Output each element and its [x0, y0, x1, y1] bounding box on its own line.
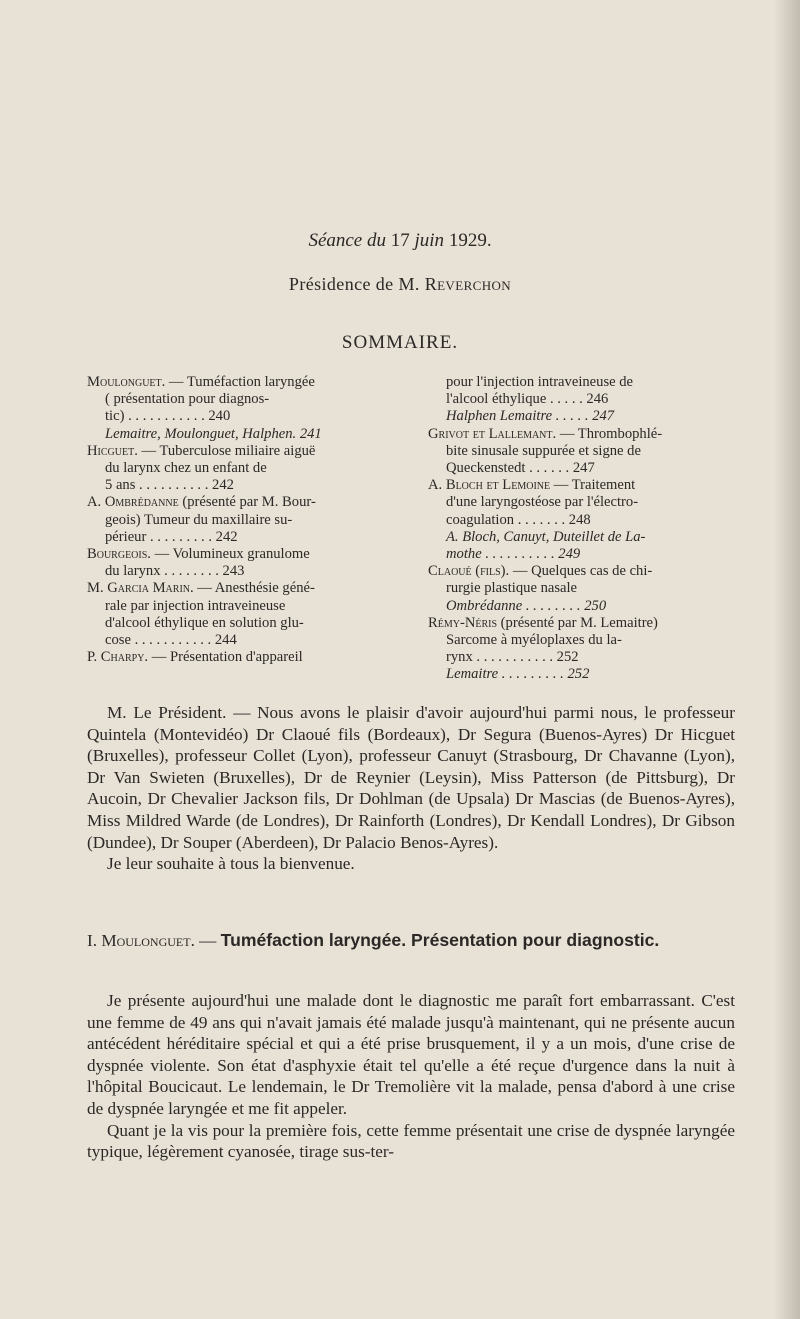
entry-line: bite sinusale suppurée et signe de: [446, 442, 641, 459]
entry-line: du larynx . . . . . . . . 243: [105, 563, 245, 580]
sommaire-heading: SOMMAIRE.: [341, 332, 459, 353]
entry-title: (présenté par M. Bour-: [178, 494, 316, 511]
entry-title: — Thrombophlé-: [556, 425, 663, 442]
sommaire-entry: [428, 666, 734, 683]
sommaire-entry: [87, 426, 393, 443]
entry-author: Bourgeois.: [87, 546, 151, 563]
entry-line: geois) Tumeur du maxillaire su-: [105, 511, 293, 528]
entry-author: A. Ombrédanne: [87, 494, 179, 511]
sommaire-entry: [87, 443, 393, 495]
entry-title: — Quelques cas de chi-: [509, 563, 653, 580]
entry-title: — Présentation d'appareil: [148, 649, 303, 666]
section-heading: I. Moulonguet. — Tuméfaction laryngée. Présentation pour diagnostic.: [87, 930, 660, 950]
sommaire-left-column: [87, 374, 393, 666]
entry-line: 5 ans . . . . . . . . . . 242: [105, 477, 234, 494]
entry-discussion: mothe . . . . . . . . . . 249: [446, 546, 581, 563]
sommaire-entry: [428, 408, 734, 425]
sommaire-right-column: [428, 374, 734, 684]
entry-author: Rémy-Néris: [428, 614, 498, 631]
entry-title: — Anesthésie géné-: [193, 580, 315, 597]
sommaire-entry: [428, 426, 734, 478]
entry-discussion: Lemaitre . . . . . . . . . 252: [446, 666, 590, 683]
entry-line: Queckenstedt . . . . . . 247: [446, 460, 595, 477]
entry-author: Claoué (fils).: [428, 563, 510, 580]
entry-discussion: Ombrédanne . . . . . . . . 250: [446, 597, 607, 614]
entry-line: pour l'injection intraveineuse de: [446, 374, 634, 390]
entry-author: Grivot et Lallemant.: [428, 425, 557, 442]
seance-title: Séance du 17 juin 1929.: [308, 230, 492, 251]
sommaire-entry: [428, 615, 734, 667]
president-paragraph: M. Le Président. — Nous avons le plaisir d'avoir aujourd'hui parmi nous, le professeur Quintela (Montevidéo) Dr Claoué fils (Bordeaux), Dr Segura (Buenos-Ayres) Dr Hicguet (Bruxelles), professeur Collet (Lyon), professeur Canuyt (Strasbourg, Dr Chavanne (Lyon), Dr Van Swieten (Bruxelles), Dr de Reynier (Leysin), Miss Patterson (de Pittsburg), Dr Aucoin, Dr Chevalier Jackson fils, Dr Dohlman (de Upsala) Dr Mascias (de Buenos-Ayres), Miss Mildred Warde (de Londres), Dr Rainforth (Londres), Dr Kendall Londres), Dr Gibson (Dundee), Dr Souper (Aberdeen), Dr Palacio Benos-Ayres). Je leur souhaite à tous la bienvenue.: [87, 703, 735, 874]
entry-author: Moulonguet.: [87, 374, 166, 390]
sommaire-entry: [428, 563, 734, 597]
sommaire-entry: [87, 580, 393, 649]
sommaire-entry: [428, 477, 734, 529]
entry-author: P. Charpy.: [87, 649, 149, 666]
presidence-line: Présidence de M. Reverchon: [288, 274, 512, 294]
entry-line: rynx . . . . . . . . . . . 252: [446, 649, 579, 666]
entry-line: d'une laryngostéose par l'électro-: [446, 494, 639, 511]
entry-line: rale par injection intraveineuse: [105, 597, 286, 614]
entry-title: (présenté par M. Lemaitre): [497, 614, 658, 631]
entry-author: Hicguet.: [87, 442, 138, 459]
sommaire-entry: [87, 546, 393, 580]
entry-discussion: Halphen Lemaitre . . . . . 247: [446, 408, 615, 425]
entry-line: coagulation . . . . . . . 248: [446, 511, 591, 528]
sommaire-entry: [428, 529, 734, 563]
entry-line: du larynx chez un enfant de: [105, 460, 267, 477]
entry-discussion: A. Bloch, Canuyt, Duteillet de La-: [446, 528, 646, 545]
entry-title: — Traitement: [550, 477, 636, 494]
case-paragraphs: Je présente aujourd'hui une malade dont le diagnostic me paraît fort embarrassant. C'est une femme de 49 ans qui n'avait jamais été malade jusqu'à maintenant, qui ne présente aucun antécédent héréditaire spécial et qui a été prise brusquement, il y a un mois, d'une crise de dyspnée violente. Son état d'asphyxie était tel qu'elle a été reçue d'urgence dans la nuit à l'hôpital Boucicaut. Le lendemain, le Dr Tremolière vit la malade, pensa d'abord à une crise de dyspnée laryngée et me fit appeler. Quant je la vis pour la première fois, cette femme présentait une crise de dyspnée laryngée typique, légèrement cyanosée, tirage sus-ter-: [87, 991, 735, 1162]
sommaire-entry: [428, 598, 734, 615]
sommaire-entry: [87, 649, 393, 666]
entry-line: tic) . . . . . . . . . . . 240: [105, 408, 231, 425]
entry-line: périeur . . . . . . . . . 242: [105, 528, 238, 545]
page-edge-shadow: [774, 0, 800, 1319]
entry-line: cose . . . . . . . . . . . 244: [105, 632, 237, 649]
entry-line: ( présentation pour diagnos-: [105, 391, 270, 408]
sommaire-entry: [87, 374, 393, 426]
entry-author: M. Garcia Marin.: [87, 580, 194, 597]
entry-title: — Volumineux granulome: [150, 546, 310, 563]
entry-discussion: Lemaitre, Moulonguet, Halphen. 241: [105, 425, 322, 442]
sommaire-entry: [428, 374, 734, 408]
entry-line: l'alcool éthylique . . . . . 246: [446, 391, 609, 408]
entry-line: Sarcome à myéloplaxes du la-: [446, 632, 622, 649]
entry-line: d'alcool éthylique en solution glu-: [105, 614, 304, 631]
entry-title: — Tuméfaction laryngée: [165, 374, 315, 390]
entry-line: rurgie plastique nasale: [446, 580, 578, 597]
sommaire-entry: [87, 494, 393, 546]
entry-author: A. Bloch et Lemoine: [428, 477, 551, 494]
entry-title: — Tuberculose miliaire aiguë: [137, 442, 316, 459]
